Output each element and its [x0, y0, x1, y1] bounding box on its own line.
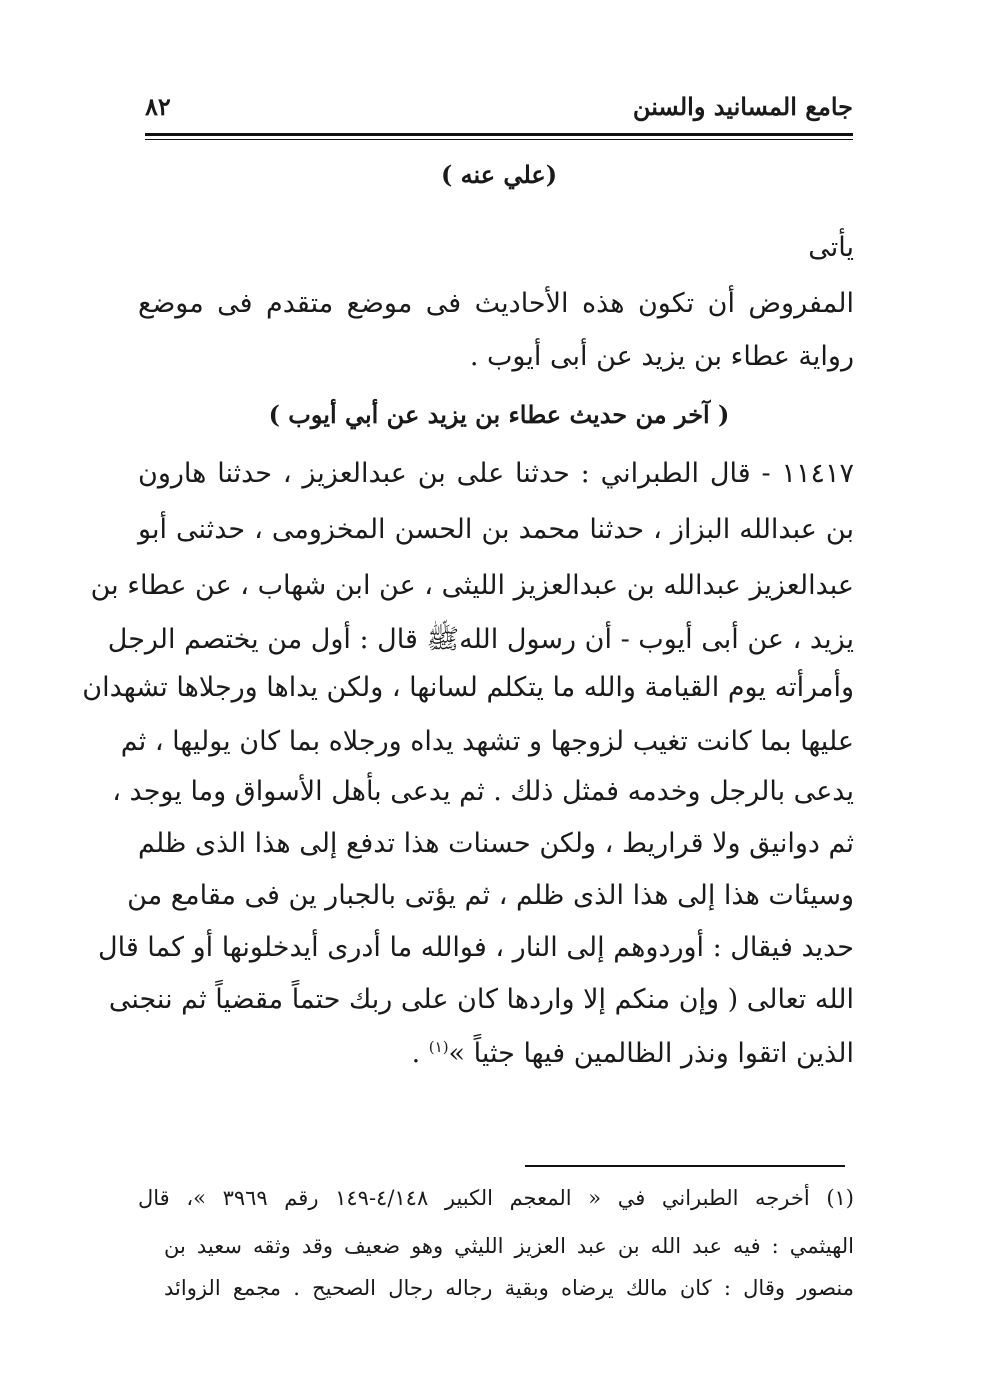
- footnote-reference: (١): [428, 1038, 449, 1056]
- header-rule-thin: [145, 139, 853, 140]
- page-number: ٨٢: [145, 91, 171, 121]
- hadith-last-line: [412, 1038, 854, 1069]
- hadith-line: عبدالعزيز عبدالله بن عبدالعزيز الليثى ، عن ابن شهاب ، عن عطاء بن: [90, 570, 854, 601]
- hadith-line: عليها بما كانت تغيب لزوجها و تشهد يداه ورجلاه بما كان يوليها ، ثم: [120, 726, 854, 757]
- hadith-line: بن عبدالله البزاز ، حدثنا محمد بن الحسن المخزومى ، حدثنى أبو: [138, 514, 854, 545]
- hadith-line: يدعى بالرجل وخدمه فمثل ذلك . ثم يدعى بأهل الأسواق وما يوجد ،: [112, 776, 854, 807]
- section-heading-ata: ( آخر من حديث عطاء بن يزيد عن أبي أيوب ): [268, 400, 730, 429]
- footnote-line: (١) أخرجه الطبراني في « المعجم الكبير ٤/١٤٨-١٤٩ رقم ٣٩٦٩ »، قال: [138, 1186, 854, 1210]
- footnote-line: منصور وقال : كان مالك يرضاه وبقية رجاله رجال الصحيح . مجمع الزوائد: [164, 1276, 854, 1300]
- hadith-last-line-end: .: [411, 1038, 429, 1069]
- hadith-line: ١١٤١٧ - قال الطبراني : حدثنا على بن عبدالعزيز ، حدثنا هارون: [138, 458, 854, 489]
- hadith-line: حديد فيقال : أوردوهم إلى النار ، فوالله ما أدرى أيدخلونها أو كما قال: [97, 932, 854, 963]
- body-line-yati: يأتى: [808, 232, 854, 263]
- hadith-line: يزيد ، عن أبى أيوب - أن رسول اللهﷺ قال : أول من يختصم الرجل: [107, 624, 854, 655]
- running-title: جامع المسانيد والسنن: [632, 91, 853, 121]
- header-rule-thick: [145, 133, 853, 136]
- footnote-line: الهيثمي : فيه عبد الله بن عبد العزيز الليثي وهو ضعيف وقد وثقه سعيد بن: [164, 1234, 854, 1258]
- body-line: رواية عطاء بن يزيد عن أبى أيوب .: [469, 341, 854, 372]
- hadith-line: وسيئات هذا إلى هذا الذى ظلم ، ثم يؤتى بالجبار ين فى مقامع من: [127, 880, 854, 911]
- footnote-separator: [525, 1165, 845, 1167]
- hadith-line: الله تعالى ( وإن منكم إلا واردها كان على ربك حتماً مقضياً ثم ننجنى: [108, 984, 854, 1015]
- hadith-last-line-text: الذين اتقوا ونذر الظالمين فيها جثياً »: [448, 1038, 854, 1069]
- section-heading-ali: (علي عنه ): [440, 160, 558, 189]
- body-line: المفروض أن تكون هذه الأحاديث فى موضع متقدم فى موضع: [138, 288, 854, 319]
- page-header: [145, 84, 853, 128]
- hadith-line: ثم دوانيق ولا قراريط ، ولكن حسنات هذا تدفع إلى هذا الذى ظلم: [138, 828, 854, 859]
- hadith-line: وأمرأته يوم القيامة والله ما يتكلم لسانها ، ولكن يداها ورجلاها تشهدان: [82, 672, 854, 703]
